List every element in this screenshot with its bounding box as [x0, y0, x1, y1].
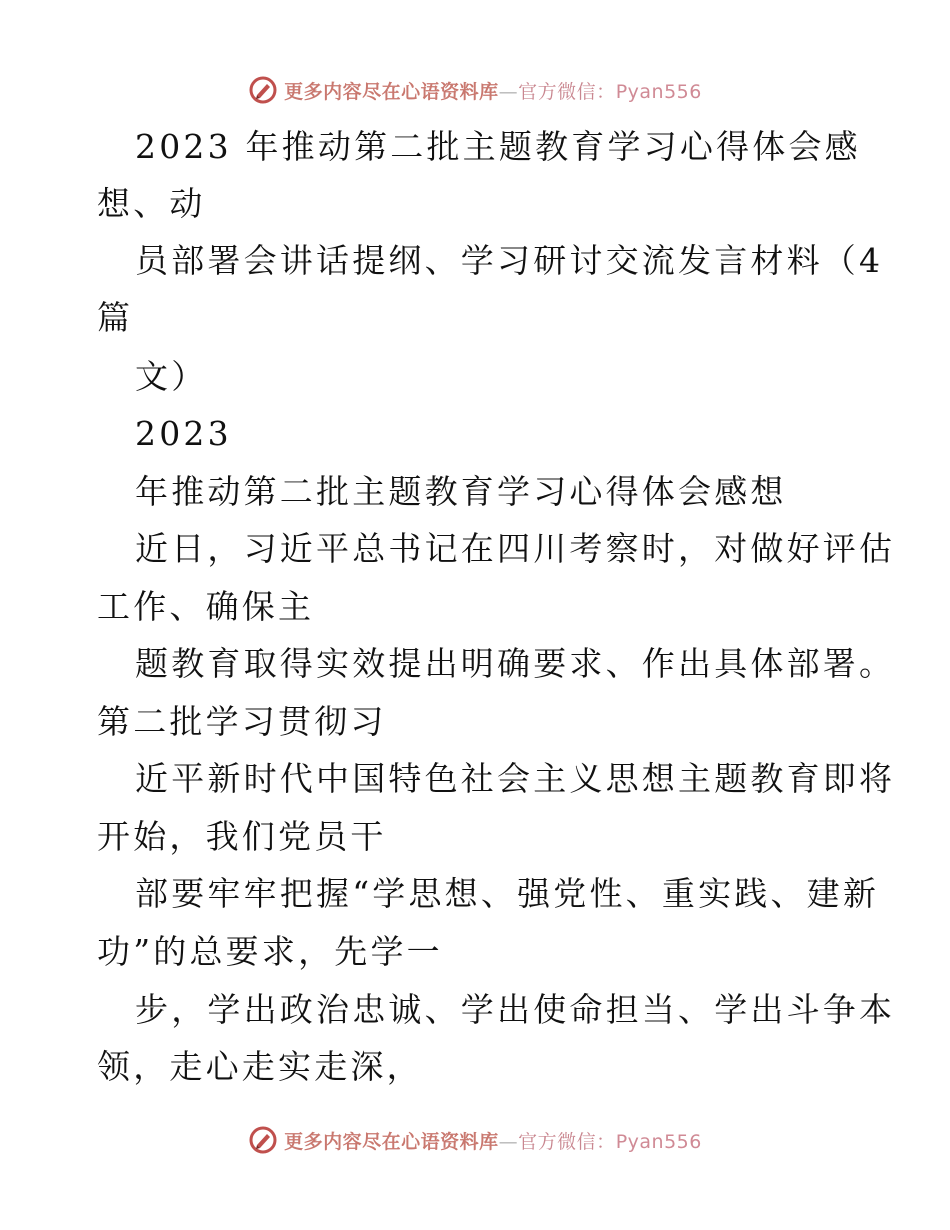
watermark-id: Pyan556 — [615, 80, 702, 103]
text-line: 部要牢牢把握“学思想、强党性、重实践、建新 — [135, 874, 880, 913]
watermark-main: 更多内容尽在心语资料库 — [284, 1130, 499, 1153]
footer-watermark — [0, 1120, 950, 1160]
watermark-text — [284, 77, 702, 104]
text-line: 题教育取得实效提出明确要求、作出具体部署。 — [135, 644, 896, 683]
text-line: 2023 年推动第二批主题教育学习心得体会感 — [135, 127, 861, 166]
text-line: 想、动 — [97, 184, 206, 223]
watermark-separator: — — [498, 1130, 519, 1153]
pen-logo-icon — [248, 1125, 278, 1155]
watermark-side: 官方微信： — [518, 80, 616, 103]
text-line: 开始，我们党员干 — [97, 817, 387, 856]
text-line: 2023 — [135, 414, 232, 453]
text-line: 第二批学习贯彻习 — [97, 702, 387, 741]
header-watermark — [0, 70, 950, 110]
text-line: 领，走心走实走深， — [97, 1047, 423, 1086]
text-line: 工作、确保主 — [97, 587, 315, 626]
watermark-side: 官方微信： — [518, 1130, 616, 1153]
watermark-id: Pyan556 — [615, 1130, 702, 1153]
watermark-text — [284, 1127, 702, 1154]
text-line: 文） — [135, 357, 208, 396]
text-line: 篇 — [97, 298, 134, 337]
watermark-separator: — — [498, 80, 519, 103]
text-line: 近平新时代中国特色社会主义思想主题教育即将 — [135, 759, 896, 798]
text-line: 员部署会讲话提纲、学习研讨交流发言材料（4 — [135, 241, 884, 280]
text-line: 年推动第二批主题教育学习心得体会感想 — [135, 472, 787, 511]
text-line: 功”的总要求，先学一 — [97, 932, 443, 971]
text-line: 步，学出政治忠诚、学出使命担当、学出斗争本 — [135, 990, 896, 1029]
watermark-main: 更多内容尽在心语资料库 — [284, 80, 499, 103]
pen-logo-icon — [248, 75, 278, 105]
text-line: 近日，习近平总书记在四川考察时，对做好评估 — [135, 529, 896, 568]
